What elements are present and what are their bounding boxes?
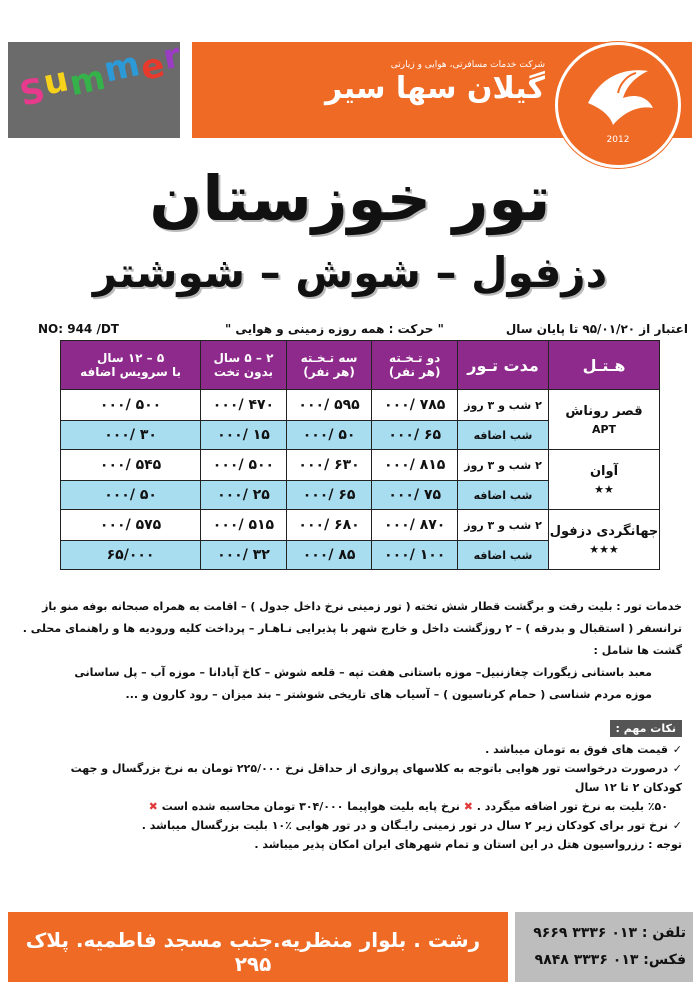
- price-cell: ۷۵ /۰۰۰: [372, 481, 458, 510]
- header-triple-sub: (هر نفر): [303, 365, 355, 379]
- brand-name: گیلان سها سیر: [325, 71, 545, 106]
- header-child-5-12-sub: با سرویس اضافه: [80, 365, 182, 379]
- header-child-5-12-label: ۵ – ۱۲ سال: [96, 351, 165, 365]
- header-child-2-5-sub: بدون تخت: [213, 365, 274, 379]
- logo-year: 2012: [606, 135, 630, 145]
- price-cell: ۱۵ /۰۰۰: [201, 421, 287, 450]
- cross-icon: ✖: [148, 800, 158, 813]
- price-cell: ۶۵/۰۰۰: [61, 541, 201, 570]
- company-logo: [555, 42, 681, 168]
- tour-number: NO: 944 /DT: [38, 322, 119, 336]
- footer-contact-banner: [515, 912, 693, 982]
- check-icon: ✓: [672, 762, 682, 775]
- notes-title: نکات مهم :: [610, 720, 682, 737]
- page-subtitle: دزفول – شوش – شوشتر: [92, 248, 608, 297]
- phone-line: [533, 925, 686, 941]
- price-cell: ۵۰۰ /۰۰۰: [201, 450, 287, 481]
- price-cell: ۵۰ /۰۰۰: [286, 421, 372, 450]
- bird-logo-icon: [578, 63, 658, 133]
- note-item: [32, 835, 682, 854]
- price-cell: ۵۹۵ /۰۰۰: [286, 390, 372, 421]
- price-cell: ۳۰ /۰۰۰: [61, 421, 201, 450]
- duration-cell: شب اضافه: [458, 541, 549, 570]
- price-cell: ۵۰ /۰۰۰: [61, 481, 201, 510]
- tours-line: موزه مردم شناسی ( حمام کرناسیون ) – آسیاب های تاریخی شوشتر – بند میزان – رود کارون و ...: [125, 688, 652, 701]
- validity-text: اعتبار از ۹۵/۰۱/۲۰ تا پایان سال: [505, 322, 688, 336]
- duration-cell: شب اضافه: [458, 481, 549, 510]
- hotel-name: جهانگردی دزفول: [549, 523, 659, 539]
- movement-text: " حرکت : همه روزه زمینی و هوایی ": [225, 322, 444, 336]
- address-text: رشت . بلوار منظریه.جنب مسجد فاطمیه. پلاک ۲۹۵: [25, 928, 481, 976]
- price-cell: ۶۳۰ /۰۰۰: [286, 450, 372, 481]
- phone-number: ۰۱۳ ۳۳۳۶ ۹۶۶۹: [533, 925, 637, 941]
- services-line: ترانسفر ( استقبال و بدرقه ) – ۲ روزگشت داخل و خارج شهر با پذیرایی نـاهـار – پرداخت کلیه ورودیه ها و راهنمای محلی .: [22, 622, 682, 635]
- notes-section: [32, 740, 682, 854]
- hotel-grade: ★★★: [589, 542, 619, 556]
- summer-letter: e: [137, 44, 170, 89]
- brand-block: [300, 60, 545, 108]
- note-text: قیمت های فوق به تومان میباشد .: [485, 743, 668, 756]
- price-cell: ۳۲ /۰۰۰: [201, 541, 287, 570]
- price-cell: ۸۷۰ /۰۰۰: [372, 510, 458, 541]
- tours-title: گشت ها شامل :: [593, 644, 682, 657]
- price-cell: ۵۷۵ /۰۰۰: [61, 510, 201, 541]
- duration-cell: شب اضافه: [458, 421, 549, 450]
- table-row: [61, 510, 660, 541]
- header-duration: مدت تـور: [458, 341, 549, 390]
- price-cell: ۶۵ /۰۰۰: [286, 481, 372, 510]
- table-row: [61, 390, 660, 421]
- table-row: [61, 450, 660, 481]
- price-cell: ۴۷۰ /۰۰۰: [201, 390, 287, 421]
- note-text: توجه : رزرواسیون هتل در این استان و تمام شهرهای ایران امکان پذیر میباشد .: [254, 838, 682, 851]
- duration-cell: ۲ شب و ۳ روز: [458, 390, 549, 421]
- price-cell: ۸۵ /۰۰۰: [286, 541, 372, 570]
- price-cell: ۲۵ /۰۰۰: [201, 481, 287, 510]
- check-icon: ✓: [672, 819, 682, 832]
- hotel-cell: [549, 510, 660, 570]
- hotel-grade: APT: [591, 422, 617, 436]
- hotel-cell: [549, 390, 660, 450]
- price-cell: ۵۴۵ /۰۰۰: [61, 450, 201, 481]
- summer-letter: m: [100, 44, 145, 91]
- header-double-label: دو تـخـته: [389, 351, 441, 365]
- note-text: ٪۵۰ بلیت به نرخ تور اضافه میگردد .: [476, 800, 668, 813]
- header-hotel: هـتـل: [549, 341, 660, 390]
- fax-line: [535, 952, 686, 968]
- duration-cell: ۲ شب و ۳ روز: [458, 450, 549, 481]
- note-text: درصورت درخواست تور هوایی باتوجه به کلاسهای پروازی از حداقل نرخ ۲۲۵/۰۰۰ تومان به نرخ بزرگسال و جهت کودکان ۲ تا ۱۲ سال: [70, 762, 682, 794]
- header-triple-label: سه تـخـته: [300, 351, 358, 365]
- price-cell: ۵۰۰ /۰۰۰: [61, 390, 201, 421]
- header-double: [372, 341, 458, 390]
- header-child-2-5: [201, 341, 287, 390]
- duration-cell: ۲ شب و ۳ روز: [458, 510, 549, 541]
- services-section: [22, 596, 682, 706]
- note-item: [32, 759, 682, 797]
- hotel-cell: [549, 450, 660, 510]
- price-cell: ۷۸۵ /۰۰۰: [372, 390, 458, 421]
- summer-letter: S: [16, 70, 50, 115]
- header-double-sub: (هر نفر): [388, 365, 441, 379]
- note-text: نرخ تور برای کودکان زیر ۲ سال در تور زمینی رایـگان و در تور هوایی ٪۱۰ بلیت بزرگسال میباشد .: [141, 819, 668, 832]
- phone-label: تلفن :: [641, 925, 686, 941]
- price-cell: ۵۱۵ /۰۰۰: [201, 510, 287, 541]
- price-cell: ۶۸۰ /۰۰۰: [286, 510, 372, 541]
- summer-letter: u: [39, 59, 73, 104]
- header-child-2-5-label: ۲ – ۵ سال: [213, 351, 274, 365]
- hotel-name: آوان: [589, 463, 619, 479]
- hotel-name: قصر روناش: [565, 403, 643, 419]
- page-title: تور خوزستان: [149, 162, 551, 235]
- note-item: [32, 740, 682, 759]
- tours-line: معبد باستانی زیگورات چغازنبیل– موزه باستانی هفت تپه – قلعه شوش – کاخ آپادانا – موزه آب – پل ساسانی: [74, 666, 652, 679]
- check-icon: ✓: [672, 743, 682, 756]
- note-item: [32, 797, 682, 816]
- fax-number: ۰۱۳ ۳۳۳۶ ۹۸۴۸: [534, 952, 639, 968]
- price-table: [60, 340, 660, 570]
- note-item: [32, 816, 682, 835]
- cross-icon: ✖: [463, 800, 473, 813]
- price-cell: ۶۵ /۰۰۰: [372, 421, 458, 450]
- brand-tagline: شرکت خدمات مسافرتی، هوایی و زیارتی: [390, 60, 545, 70]
- services-line: خدمات تور : بلیت رفت و برگشت قطار شش تخته ( تور زمینی نرخ داخل جدول ) – اقامت به همراه صبحانه بوفه منو باز: [42, 600, 682, 613]
- hotel-grade: ★★: [594, 482, 614, 496]
- fax-label: فکس:: [643, 952, 686, 968]
- note-text: نرخ پایه بلیت هواپیما ۳۰۴/۰۰۰ تومان محاسبه شده است: [161, 800, 460, 813]
- price-cell: ۸۱۵ /۰۰۰: [372, 450, 458, 481]
- table-header-row: [61, 341, 660, 390]
- header-triple: [286, 341, 372, 390]
- summer-letter: m: [65, 57, 110, 105]
- header-child-5-12: [61, 341, 201, 390]
- price-cell: ۱۰۰ /۰۰۰: [372, 541, 458, 570]
- summer-letter: r: [159, 35, 186, 79]
